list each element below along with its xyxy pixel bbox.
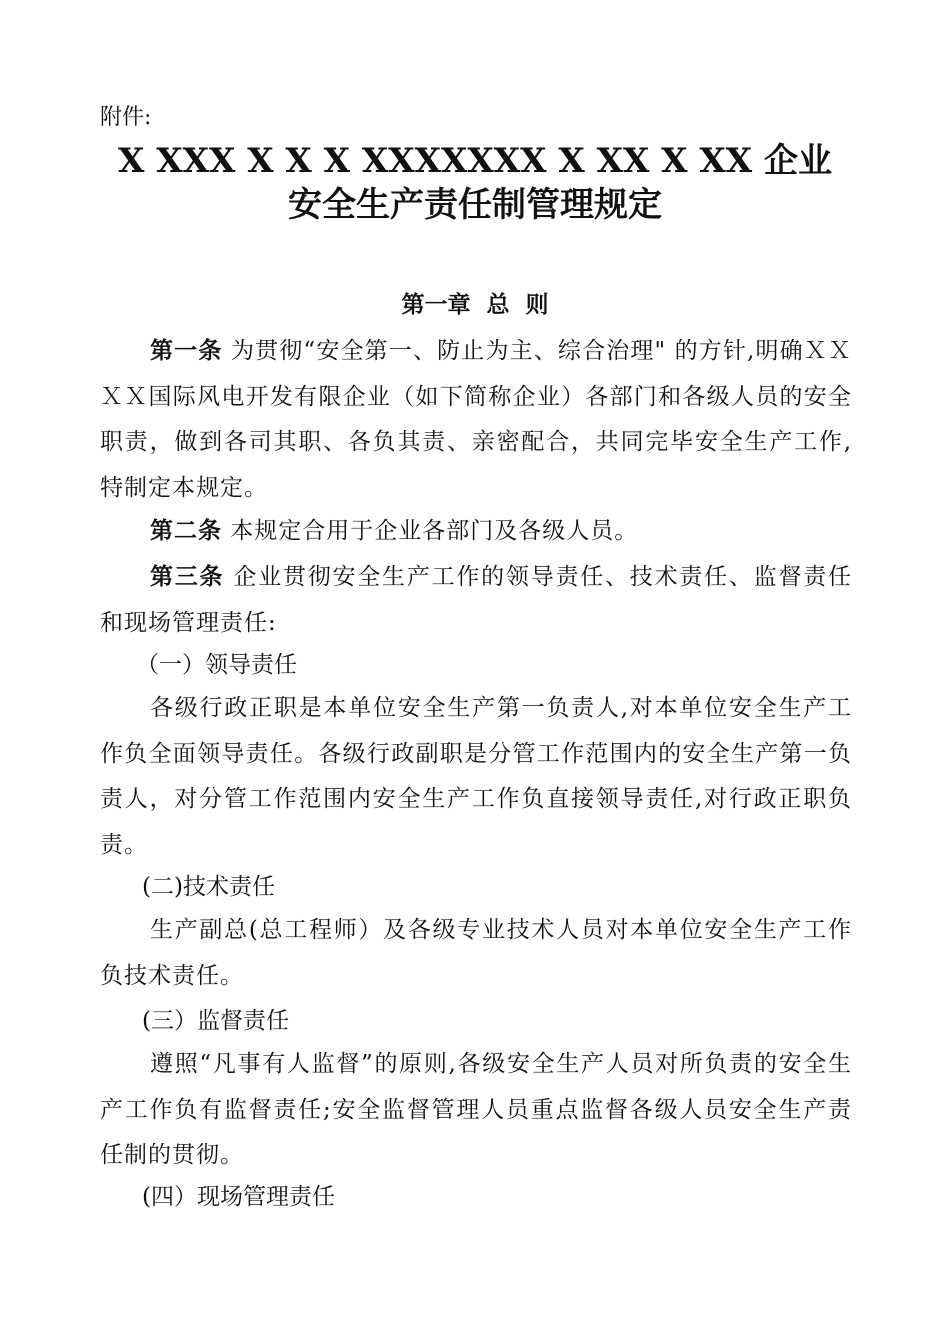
section-3-text: 遵照“凡事有人监督”的原则,各级安全生产人员对所负责的安全生产工作负有监督责任;安全监督管理人员重点监督各级人员安全生产责任制的贯彻。 bbox=[100, 1051, 852, 1168]
article-3-text: 企业贯彻安全生产工作的领导责任、技术责任、监督责任和现场管理责任: bbox=[100, 564, 853, 636]
attachment-label: 附件: bbox=[100, 105, 152, 130]
article-3-label: 第三条 bbox=[150, 563, 225, 590]
section-4-heading: (四）现场管理责任 bbox=[142, 1184, 335, 1210]
article-2-text: 本规定合用于企业各部门及各级人员。 bbox=[222, 518, 639, 544]
chapter-heading: 第一章 总 则 bbox=[401, 291, 549, 318]
article-2 bbox=[100, 508, 852, 555]
document-title-line2: 安全生产责任制管理规定 bbox=[288, 185, 662, 225]
section-1-heading: （一）领导责任 bbox=[136, 652, 297, 678]
section-3-heading: (三）监督责任 bbox=[142, 1008, 289, 1034]
section-2-text: 生产副总(总工程师）及各级专业技术人员对本单位安全生产工作负技术责任。 bbox=[100, 917, 852, 989]
section-1-text: 各级行政正职是本单位安全生产第一负责人,对本单位安全生产工作负全面领导责任。各级行政副职是分管工作范围内的安全生产第一负责人，对分管工作范围内安全生产工作负直接领导责任,对行政正职负责。 bbox=[100, 695, 852, 858]
document-title-line1: X XXX X X X XXXXXXX X XX X XX 企业 bbox=[118, 141, 832, 181]
section-2-heading: (二)技术责任 bbox=[142, 874, 275, 900]
article-1-label: 第一条 bbox=[150, 337, 223, 364]
article-2-label: 第二条 bbox=[150, 517, 222, 544]
article-3 bbox=[100, 554, 852, 646]
article-1-text: 为贯彻“安全第一、防止为主、综合治理" 的方针,明确ＸＸＸＸ国际风电开发有限企业（如下简称企业）各部门和各级人员的安全职责，做到各司其职、各负其责、亲密配合，共同完毕安全生产工作,特制定本规定。 bbox=[100, 338, 853, 501]
article-1 bbox=[100, 328, 852, 511]
